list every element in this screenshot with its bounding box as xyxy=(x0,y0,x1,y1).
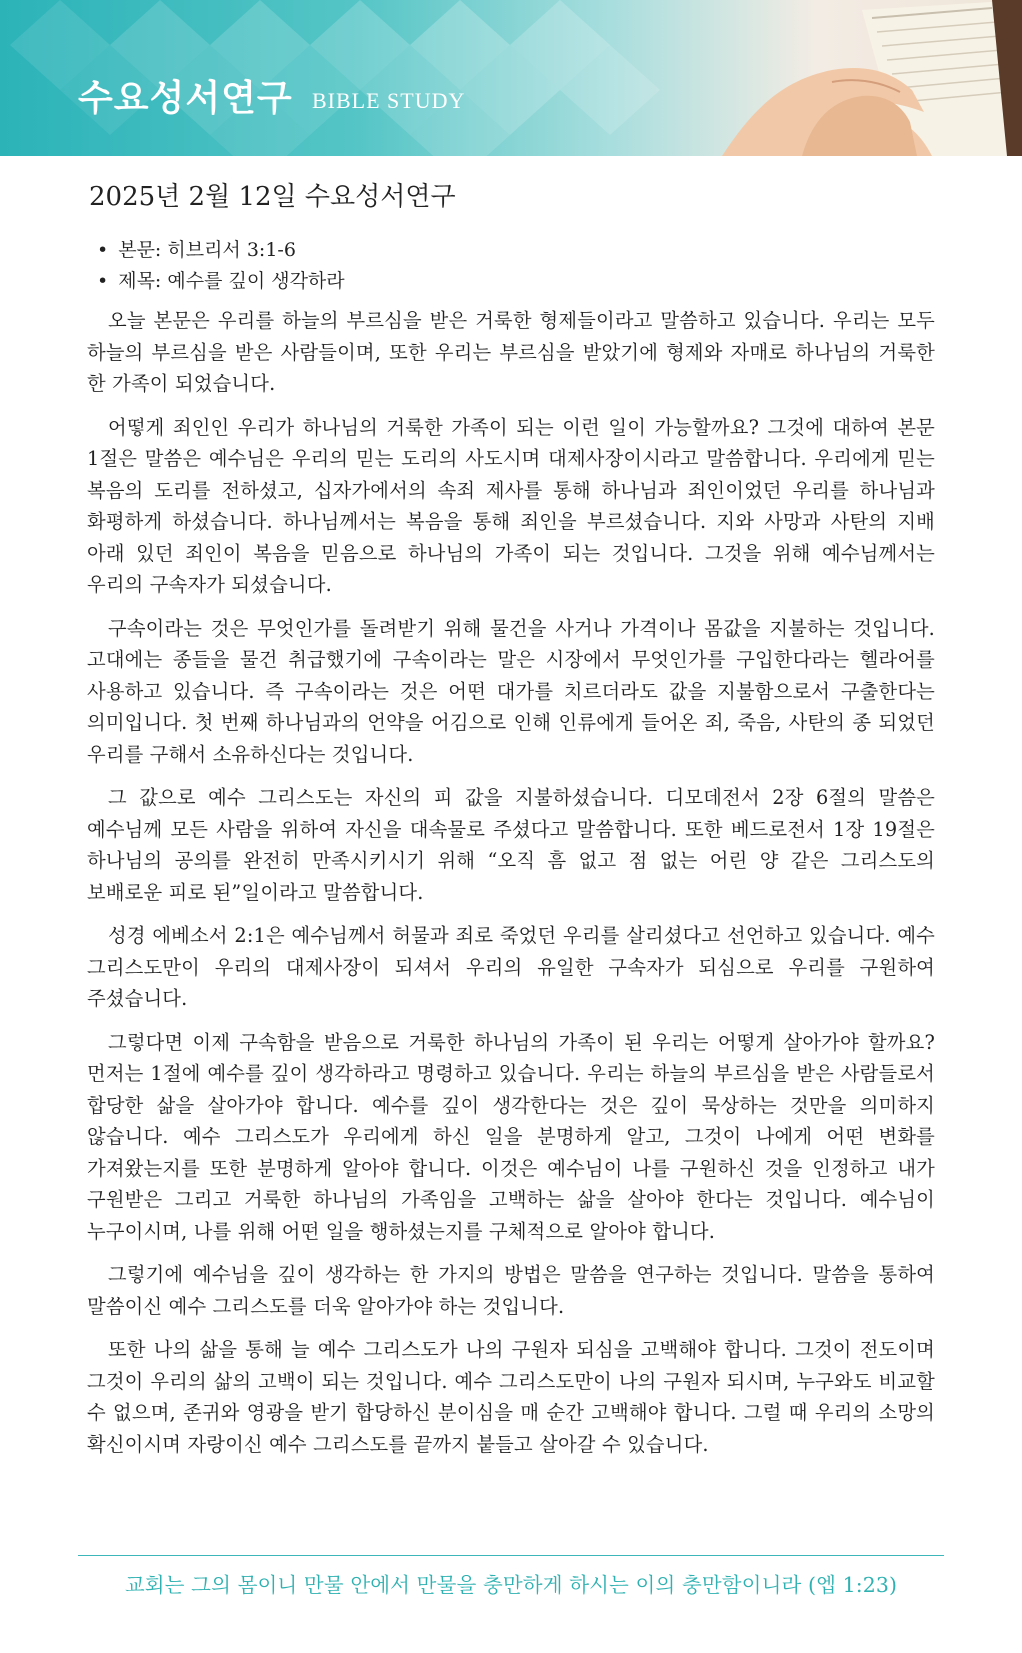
hands-on-open-bible-icon xyxy=(662,0,1022,156)
paragraph-7: 그렇기에 예수님을 깊이 생각하는 한 가지의 방법은 말씀을 연구하는 것입니다. 말씀을 통하여 말씀이신 예수 그리스도를 더욱 알아가야 하는 것입니다. xyxy=(87,1263,935,1318)
page-title: 2025년 2월 12일 수요성서연구 xyxy=(89,182,456,212)
paragraph-1: 오늘 본문은 우리를 하늘의 부르심을 받은 거룩한 형제들이라고 말씀하고 있습니다. 우리는 모두 하늘의 부르심을 받은 사람들이며, 또한 우리는 부르심을 받았기에 형제와 자매로 하나님의 거룩한 한 가족이 되었습니다. xyxy=(87,309,935,395)
paragraph-6: 그렇다면 이제 구속함을 받음으로 거룩한 하나님의 가족이 된 우리는 어떻게 살아가야 할까요? 먼저는 1절에 예수를 깊이 생각하라고 명령하고 있습니다. 우리는 하늘의 부르심을 받은 사람들로서 합당한 삶을 살아가야 합니다. 예수를 깊이 생각한다는 것은 깊이 묵상하는 것만을 의미하지 않습니다. 예수 그리스도가 우리에게 하신 일을 분명하게 알고, 그것이 나에게 어떤 변화를 가져왔는지를 또한 분명하게 알아야 합니다. 이것은 예수님이 나를 구원하신 것을 인정하고 내가 구원받은 그리고 거룩한 하나님의 가족임을 고백하는 삶을 살아야 한다는 것입니다. 예수님이 누구이시며, 나를 위해 어떤 일을 행하셨는지를 구체적으로 알아야 합니다. xyxy=(87,1030,935,1243)
meta-topic: • 제목: 예수를 깊이 생각하라 xyxy=(97,266,935,297)
paragraph-2: 어떻게 죄인인 우리가 하나님의 거룩한 가족이 되는 이런 일이 가능할까요? 그것에 대하여 본문 1절은 말씀은 예수님은 우리의 믿는 도리의 사도시며 대제사장이시라고 말씀합니다. 우리에게 믿는 복음의 도리를 전하셨고, 십자가에서의 속죄 제사를 통해 하나님과 죄인이었던 우리를 하나님과 화평하게 하셨습니다. 하나님께서는 복음을 통해 죄인을 부르셨습니다. 지와 사망과 사탄의 지배 아래 있던 죄인이 복음을 믿음으로 하나님의 가족이 되는 것입니다. 그것을 위해 예수님께서는 우리의 구속자가 되셨습니다. xyxy=(87,415,935,596)
paragraph-8: 또한 나의 삶을 통해 늘 예수 그리스도가 나의 구원자 되심을 고백해야 합니다. 그것이 전도이며 그것이 우리의 삶의 고백이 되는 것입니다. 예수 그리스도만이 나의 구원자 되시며, 누구와도 비교할 수 없으며, 존귀와 영광을 받기 합당하신 분이심을 매 순간 고백해야 합니다. 그럴 때 우리의 소망의 확신이시며 자랑이신 예수 그리스도를 끝까지 붙들고 살아갈 수 있습니다. xyxy=(87,1338,935,1456)
paragraph-3: 구속이라는 것은 무엇인가를 돌려받기 위해 물건을 사거나 가격이나 몸값을 지불하는 것입니다. 고대에는 종들을 물건 취급했기에 구속이라는 말은 시장에서 무엇인가를 구입한다라는 헬라어를 사용하고 있습니다. 즉 구속이라는 것은 어떤 대가를 치르더라도 값을 지불함으로서 구출한다는 의미입니다. 첫 번째 하나님과의 언약을 어김으로 인해 인류에게 들어온 죄, 죽음, 사탄의 종 되었던 우리를 구해서 소유하신다는 것입니다. xyxy=(87,616,935,766)
meta-list xyxy=(97,235,935,297)
paragraph-5: 성경 에베소서 2:1은 예수님께서 허물과 죄로 죽었던 우리를 살리셨다고 선언하고 있습니다. 예수 그리스도만이 우리의 대제사장이 되셔서 우리의 유일한 구속자가 되심으로 우리를 구원하여 주셨습니다. xyxy=(87,924,935,1010)
footer-verse: 교회는 그의 몸이니 만물 안에서 만물을 충만하게 하시는 이의 충만함이니라 (엡 1:23) xyxy=(124,1573,898,1597)
banner-subtitle: BIBLE STUDY xyxy=(312,88,466,113)
paragraph-4: 그 값으로 예수 그리스도는 자신의 피 값을 지불하셨습니다. 디모데전서 2장 6절의 말씀은 예수님께 모든 사람을 위하여 자신을 대속물로 주셨다고 말씀합니다. 또한 베드로전서 1장 19절은 하나님의 공의를 완전히 만족시키시기 위해 “오직 흠 없고 점 없는 어린 양 같은 그리스도의 보배로운 피로 된”일이라고 말씀합니다. xyxy=(87,786,935,904)
banner-title: 수요성서연구 xyxy=(78,78,293,119)
footer-divider xyxy=(78,1555,944,1556)
article xyxy=(87,176,935,1472)
meta-scripture: • 본문: 히브리서 3:1-6 xyxy=(97,235,935,266)
header-banner xyxy=(0,0,1022,156)
